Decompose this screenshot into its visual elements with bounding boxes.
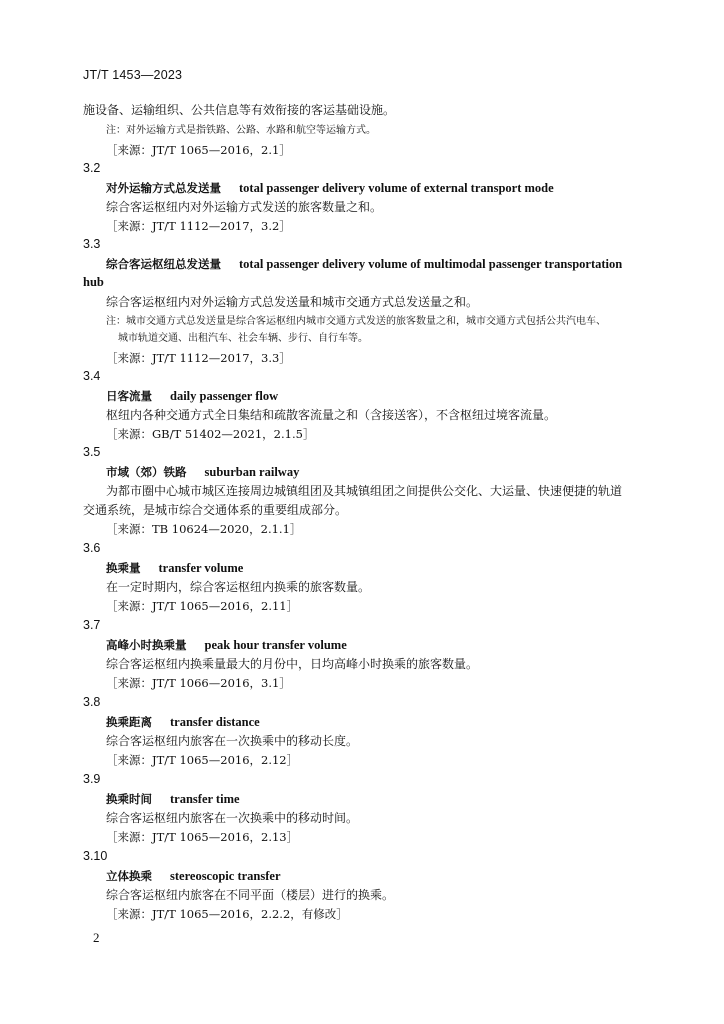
source-ref: ［来源：JT/T 1112—2017，3.2］ <box>106 219 291 233</box>
definition: 为都市圈中心城市城区连接周边城镇组团及其城镇组团之间提供公交化、大运量、快速便捷的轨道 <box>106 484 623 498</box>
source-ref: ［来源：JT/T 1065—2016，2.11］ <box>106 599 299 613</box>
clause-number: 3.5 <box>83 445 101 459</box>
intro-source: ［来源：JT/T 1065—2016，2.1］ <box>106 143 291 157</box>
term-en-cont: hub <box>83 275 104 289</box>
clause-number: 3.4 <box>83 369 101 383</box>
term-heading <box>106 256 622 272</box>
term-heading <box>106 791 240 807</box>
term-heading <box>106 464 299 480</box>
source-ref: ［来源：TB 10624—2020，2.1.1］ <box>106 522 302 536</box>
clause-number: 3.7 <box>83 618 101 632</box>
term-en: total passenger delivery volume of external transport mode <box>239 181 554 195</box>
term-cn: 立体换乘 <box>106 869 152 883</box>
term-en: transfer volume <box>158 561 244 575</box>
term-en: stereoscopic transfer <box>170 869 281 883</box>
clause-number: 3.6 <box>83 541 101 555</box>
clause-number: 3.10 <box>83 849 108 863</box>
term-cn: 综合客运枢纽总发送量 <box>106 257 221 271</box>
clause-number: 3.9 <box>83 772 101 786</box>
definition: 综合客运枢纽内旅客在不同平面（楼层）进行的换乘。 <box>106 888 395 902</box>
term-heading <box>106 180 554 196</box>
note: 注：城市交通方式总发送量是综合客运枢纽内城市交通方式发送的旅客数量之和，城市交通方式包括公共汽电车、 <box>106 316 606 327</box>
term-cn: 日客流量 <box>106 389 152 403</box>
clause-number: 3.8 <box>83 695 101 709</box>
definition: 综合客运枢纽内旅客在一次换乘中的移动时间。 <box>106 811 359 825</box>
standard-id: JT/T 1453—2023 <box>83 68 183 82</box>
definition: 综合客运枢纽内对外运输方式总发送量和城市交通方式总发送量之和。 <box>106 295 479 309</box>
term-heading <box>106 560 243 576</box>
clause-number: 3.2 <box>83 161 101 175</box>
term-cn: 市域（郊）铁路 <box>106 465 187 479</box>
page-number: 2 <box>93 930 100 945</box>
term-cn: 换乘量 <box>106 561 141 575</box>
definition: 枢纽内各种交通方式全日集结和疏散客流量之和（含接送客），不含枢纽过境客流量。 <box>106 408 557 422</box>
clause-number: 3.3 <box>83 237 101 251</box>
intro-line: 施设备、运输组织、公共信息等有效衔接的客运基础设施。 <box>83 103 396 117</box>
term-en: total passenger delivery volume of multimodal passenger transportation <box>239 257 623 271</box>
term-heading <box>106 637 347 653</box>
definition: 综合客运枢纽内旅客在一次换乘中的移动长度。 <box>106 734 359 748</box>
source-ref: ［来源：JT/T 1065—2016，2.2.2，有修改］ <box>106 907 348 921</box>
term-heading <box>106 868 281 884</box>
term-cn: 换乘时间 <box>106 792 152 806</box>
term-cn: 换乘距离 <box>106 715 152 729</box>
source-ref: ［来源：GB/T 51402—2021，2.1.5］ <box>106 427 315 441</box>
term-heading <box>106 388 278 404</box>
source-ref: ［来源：JT/T 1065—2016，2.12］ <box>106 753 299 767</box>
source-ref: ［来源：JT/T 1112—2017，3.3］ <box>106 351 291 365</box>
term-cn: 高峰小时换乘量 <box>106 638 187 652</box>
term-en: transfer time <box>170 792 240 806</box>
term-cn: 对外运输方式总发送量 <box>106 181 221 195</box>
intro-note: 注：对外运输方式是指铁路、公路、水路和航空等运输方式。 <box>106 125 376 136</box>
term-en: daily passenger flow <box>170 389 279 403</box>
definition: 在一定时期内，综合客运枢纽内换乘的旅客数量。 <box>106 580 371 594</box>
term-en: suburban railway <box>204 465 300 479</box>
source-ref: ［来源：JT/T 1066—2016，3.1］ <box>106 676 291 690</box>
note-cont: 城市轨道交通、出租汽车、社会车辆、步行、自行车等。 <box>118 333 368 344</box>
source-ref: ［来源：JT/T 1065—2016，2.13］ <box>106 830 299 844</box>
definition: 综合客运枢纽内对外运输方式发送的旅客数量之和。 <box>106 200 383 214</box>
term-en: peak hour transfer volume <box>204 638 347 652</box>
term-heading <box>106 714 260 730</box>
definition-cont: 交通系统，是城市综合交通体系的重要组成部分。 <box>83 503 348 517</box>
definition: 综合客运枢纽内换乘量最大的月份中，日均高峰小时换乘的旅客数量。 <box>106 657 479 671</box>
term-en: transfer distance <box>170 715 260 729</box>
